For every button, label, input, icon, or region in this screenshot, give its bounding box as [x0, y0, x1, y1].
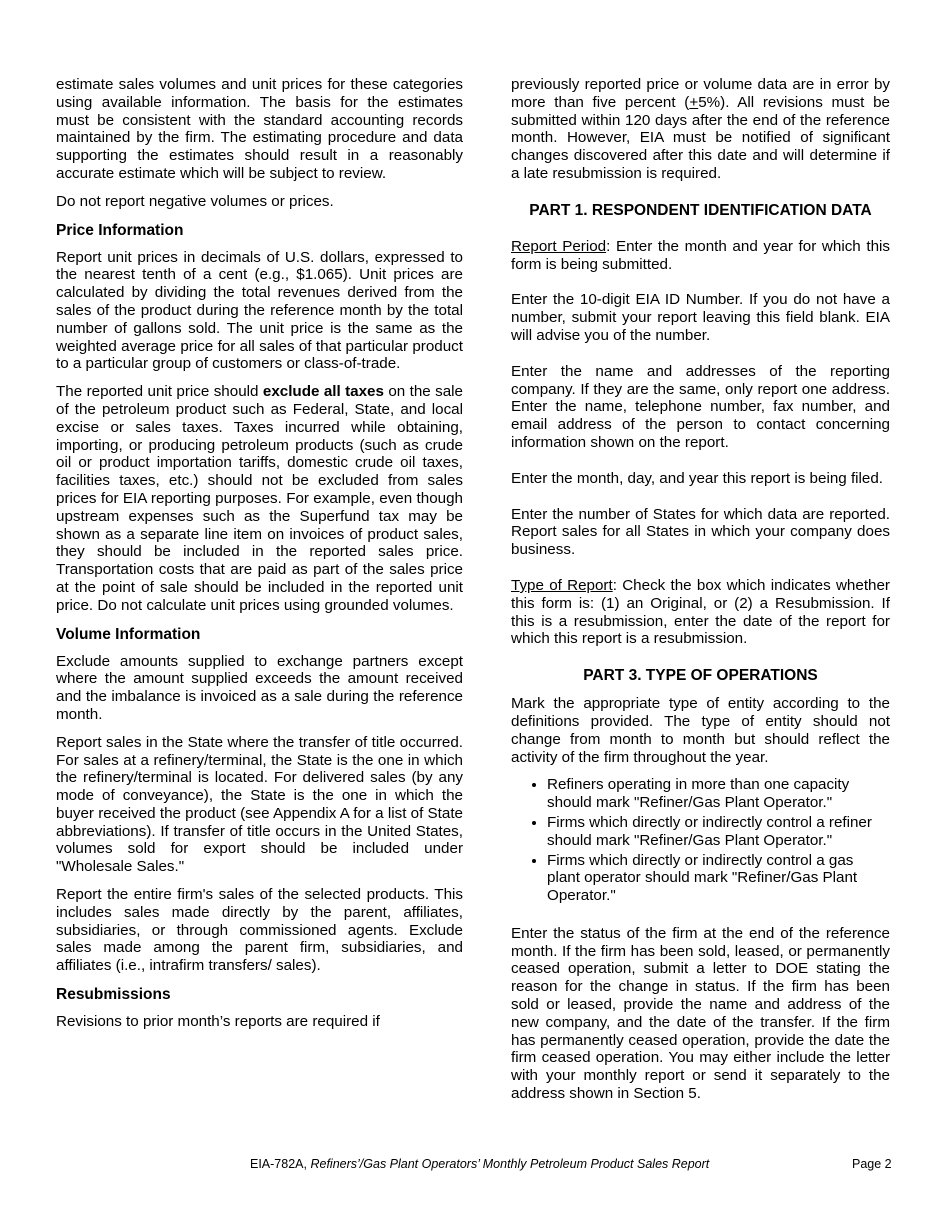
entity-bullet-list	[511, 776, 890, 905]
text-report-period: : Enter the month and year for which this form is being submitted.	[511, 237, 890, 273]
footer-title	[250, 1157, 709, 1171]
paragraph-entity-type: Mark the appropriate type of entity according to the definitions provided. The type of entity should not change from month to month but should reflect the activity of the firm throughout the year.	[511, 695, 890, 766]
right-column	[511, 76, 890, 1113]
paragraph-exclude-taxes	[56, 383, 463, 614]
plus-minus: +	[689, 93, 699, 111]
list-item: • Refiners operating in more than one capacity should mark "Refiner/Gas Plant Operator."	[547, 776, 890, 812]
text-type-of-report: : Check the box which indicates whether this form is: (1) an Original, or (2) a Resubmission. If this is a resubmission, enter the date of the report for which this report is a resubmission.	[511, 576, 890, 648]
list-item: • Firms which directly or indirectly control a refiner should mark "Refiner/Gas Plant Operator."	[547, 814, 890, 850]
heading-part-3: PART 3. TYPE OF OPERATIONS	[583, 667, 818, 685]
list-item: • Firms which directly or indirectly control a gas plant operator should mark "Refiner/Gas Plant Operator."	[547, 852, 890, 905]
paragraph-report-period	[511, 238, 890, 274]
paragraph-revisions: Revisions to prior month’s reports are required if	[56, 1013, 380, 1031]
paragraph-firm-status: Enter the status of the firm at the end of the reference month. If the firm has been sold, leased, or permanently ceased operation, submit a letter to DOE stating the reason for the change in status. If the firm has been sold or leased, provide the name and address of the new company, and the date of the transfer. If the firm has permanently ceased operation, provide the date the firm ceased operation. You may either include the letter with your monthly report or send it separately to the address shown in Section 5.	[511, 924, 890, 1103]
paragraph-entire-firm: Report the entire firm's sales of the selected products. This includes sales made directly by the parent, affiliates, subsidiaries, or through commissioned agents. Exclude sales made among the parent firm, subsidiaries, and affiliates (i.e., intrafirm transfers/ sales).	[56, 886, 463, 975]
paragraph-exchange: Exclude amounts supplied to exchange partners except where the amount supplied exceeds the amount received and the imbalance is invoiced as a sale during the reference month.	[56, 652, 463, 723]
label-type-of-report: Type of Report	[511, 576, 613, 594]
heading-part-1: PART 1. RESPONDENT IDENTIFICATION DATA	[529, 201, 872, 219]
paragraph-unit-prices: Report unit prices in decimals of U.S. dollars, expressed to the nearest tenth of a cent (e.g., $1.065). Unit prices are calculated by dividing the total revenues derived from the sales of the product during the reference month by the total number of gallons sold. The unit price is the same as the weighted average price for all sales of that particular product to a particular group of customers or class-of-trade.	[56, 248, 463, 373]
heading-price-information: Price Information	[56, 221, 184, 239]
footer-form-title: Refiners’/Gas Plant Operators’ Monthly Petroleum Product Sales Report	[310, 1157, 710, 1171]
footer-form-number: EIA-782A,	[250, 1157, 307, 1171]
paragraph-eia-id: Enter the 10-digit EIA ID Number. If you do not have a number, submit your report leaving this field blank. EIA will advise you of the number.	[511, 291, 890, 344]
paragraph-no-negative: Do not report negative volumes or prices.	[56, 192, 334, 210]
paragraph-type-of-report	[511, 577, 890, 648]
text-pre: The reported unit price should	[56, 383, 263, 401]
paragraph-number-states: Enter the number of States for which data are reported. Report sales for all States in which your company does business.	[511, 505, 890, 559]
text-pre: previously reported price or volume data are in error by more than five percent (	[511, 76, 890, 111]
paragraph-state-sales: Report sales in the State where the transfer of title occurred. For sales at a refinery/terminal, the State is the one in which the refinery/terminal is located. For delivered sales (by any mode of conveyance), the State is the one in which the buyer received the product (see Appendix A for a list of State abbreviations). If transfer of title occurs in the United States, volumes sold for export should be included under "Wholesale Sales."	[56, 733, 463, 876]
heading-volume-information: Volume Information	[56, 625, 201, 643]
left-column	[56, 76, 463, 1041]
heading-resubmissions: Resubmissions	[56, 986, 171, 1004]
paragraph-revisions-continued	[511, 76, 890, 183]
text-post: on the sale of the petroleum product such as Federal, State, and local excise or sales taxes. Taxes incurred while obtaining, importing, or producing petroleum products (such as crude oil or product importation tariffs, domestic crude oil taxes, facilities taxes, etc.) should not be excluded from sales prices for EIA reporting purposes. For example, even though upstream expenses such as the Superfund tax may be shown as a separate line item on invoices of product sales, they should be included in the reported sales price. Transportation costs that are paid as part of the sales price at the point of sale should be included in the reported unit price. Do not calculate unit prices using grounded volumes.	[56, 383, 463, 614]
label-report-period: Report Period	[511, 237, 607, 255]
paragraph-filing-date: Enter the month, day, and year this report is being filed.	[511, 469, 884, 487]
paragraph-name-address: Enter the name and addresses of the reporting company. If they are the same, only report one address. Enter the name, telephone number, fax number, and email address of the person to contact concerning information shown on the report.	[511, 362, 890, 451]
page-number: Page 2	[852, 1157, 892, 1171]
paragraph-estimates: estimate sales volumes and unit prices for these categories using available information. The basis for the estimates must be consistent with the standard accounting records maintained by the firm. The estimating procedure and data supporting the estimates should result in a reasonably accurate estimate which will be subject to review.	[56, 76, 463, 182]
text-post: 5%). All revisions must be submitted within 120 days after the end of the reference month. However, EIA must be notified of significant changes discovered after this date and will determine if a late resubmission is required.	[511, 93, 890, 182]
text-bold-exclude-taxes: exclude all taxes	[262, 383, 384, 401]
